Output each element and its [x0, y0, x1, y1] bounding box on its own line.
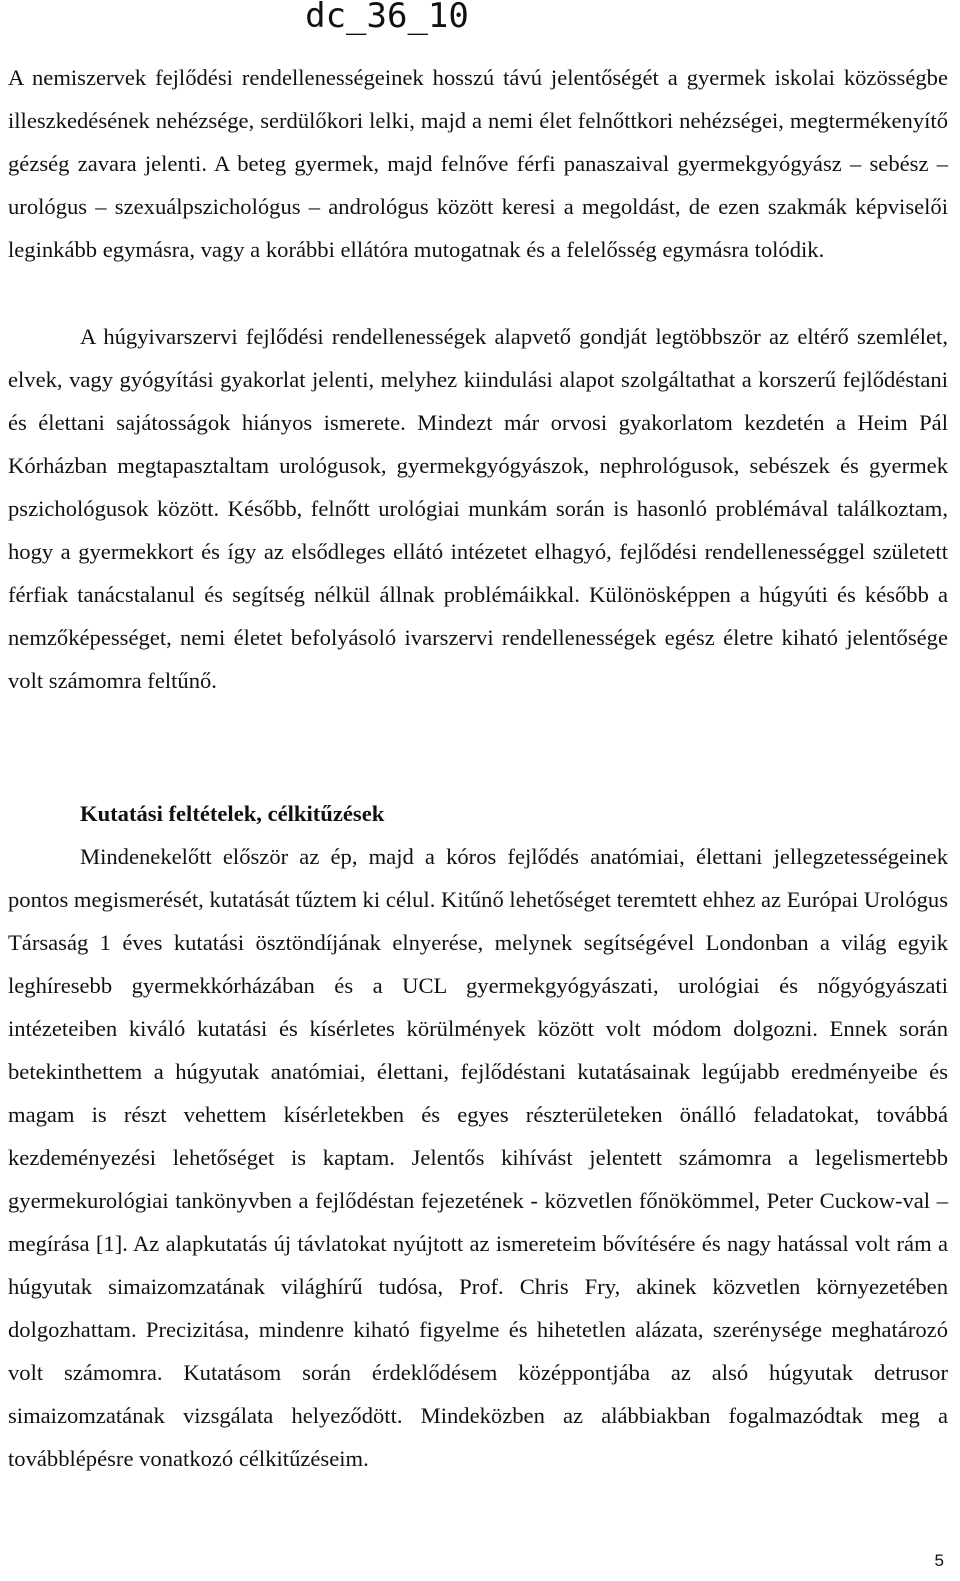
section-heading: Kutatási feltételek, célkitűzések [80, 801, 385, 826]
page-number: 5 [934, 1551, 944, 1570]
paragraph-1: A nemiszervek fejlődési rendellenességeinek hosszú távú jelentőségét a gyermek iskolai közösségbe illeszkedésének nehézsége, serdülőkori lelki, majd a nemi élet felnőttkori nehézségei, megtermékenyítő gézség zavara jelenti. A beteg gyermek, majd felnőve férfi panaszaival gyermekgyógyász – sebész – urológus – szexuálpszichológus – andrológus között keresi a megoldást, de ezen szakmák képviselői leginkább egymásra, vagy a korábbi ellátóra mutogatnak és a felelősség egymásra tolódik. [8, 65, 948, 262]
paragraph-2: A húgyivarszervi fejlődési rendellenességek alapvető gondját legtöbbször az eltérő szemlélet, elvek, vagy gyógyítási gyakorlat jelenti, melyhez kiindulási alapot szolgáltathat a korszerű fejlődéstani és élettani sajátosságok hiányos ismerete. Mindezt már orvosi gyakorlatom kezdetén a Heim Pál Kórházban megtapasztaltam urológusok, gyermekgyógyászok, nephrológusok, sebészek és gyermek pszichológusok között. Később, felnőtt urológiai munkám során is hasonló problémával találkoztam, hogy a gyermekkort és így az elsődleges ellátó intézetet elhagyó, fejlődési rendellenességgel született férfiak tanácstalanul és segítség nélkül állnak problémáikkal. Különösképpen a húgyúti és később a nemzőképességet, nemi életet befolyásoló ivarszervi rendellenességek egész életre kiható jelentősége volt számomra feltűnő. [8, 324, 948, 693]
paragraph-3: Mindenekelőtt először az ép, majd a kóros fejlődés anatómiai, élettani jellegzetességeinek pontos megismerését, kutatását tűztem ki célul. Kitűnő lehetőséget teremtett ehhez az Európai Urológus Társaság 1 éves kutatási ösztöndíjának elnyerése, melynek segítségével Londonban a világ egyik leghíresebb gyermekkórházában és a UCL gyermekgyógyászati, urológiai és nőgyógyászati intézeteiben kiváló kutatási és kísérletes körülmények között volt módom dolgozni. Ennek során betekinthettem a húgyutak anatómiai, élettani, fejlődéstani kutatásainak legújabb eredményeibe és magam is részt vehettem kísérletekben és egyes részterületeken önálló feladatokat, továbbá kezdeményezési lehetőséget is kaptam. Jelentős kihívást jelentett számomra a legelismertebb gyermekurológiai tankönyvben a fejlődéstan fejezetének - közvetlen főnökömmel, Peter Cuckow-val – megírása [1]. Az alapkutatás új távlatokat nyújtott az ismereteim bővítésére és nagy hatással volt rám a húgyutak simaizomzatának világhírű tudósa, Prof. Chris Fry, akinek közvetlen környezetében dolgozhattam. Precizitása, mindenre kiható figyelme és hihetetlen alázata, szerénysége meghatározó volt számomra. Kutatásom során érdeklődésem középpontjába az alsó húgyutak detrusor simaizomzatának vizsgálata helyeződött. Mindeközben az alábbiakban fogalmazódtak meg a továbblépésre vonatkozó célkitűzéseim. [8, 844, 948, 1471]
document-id-header: dc_36_10 [305, 0, 469, 36]
